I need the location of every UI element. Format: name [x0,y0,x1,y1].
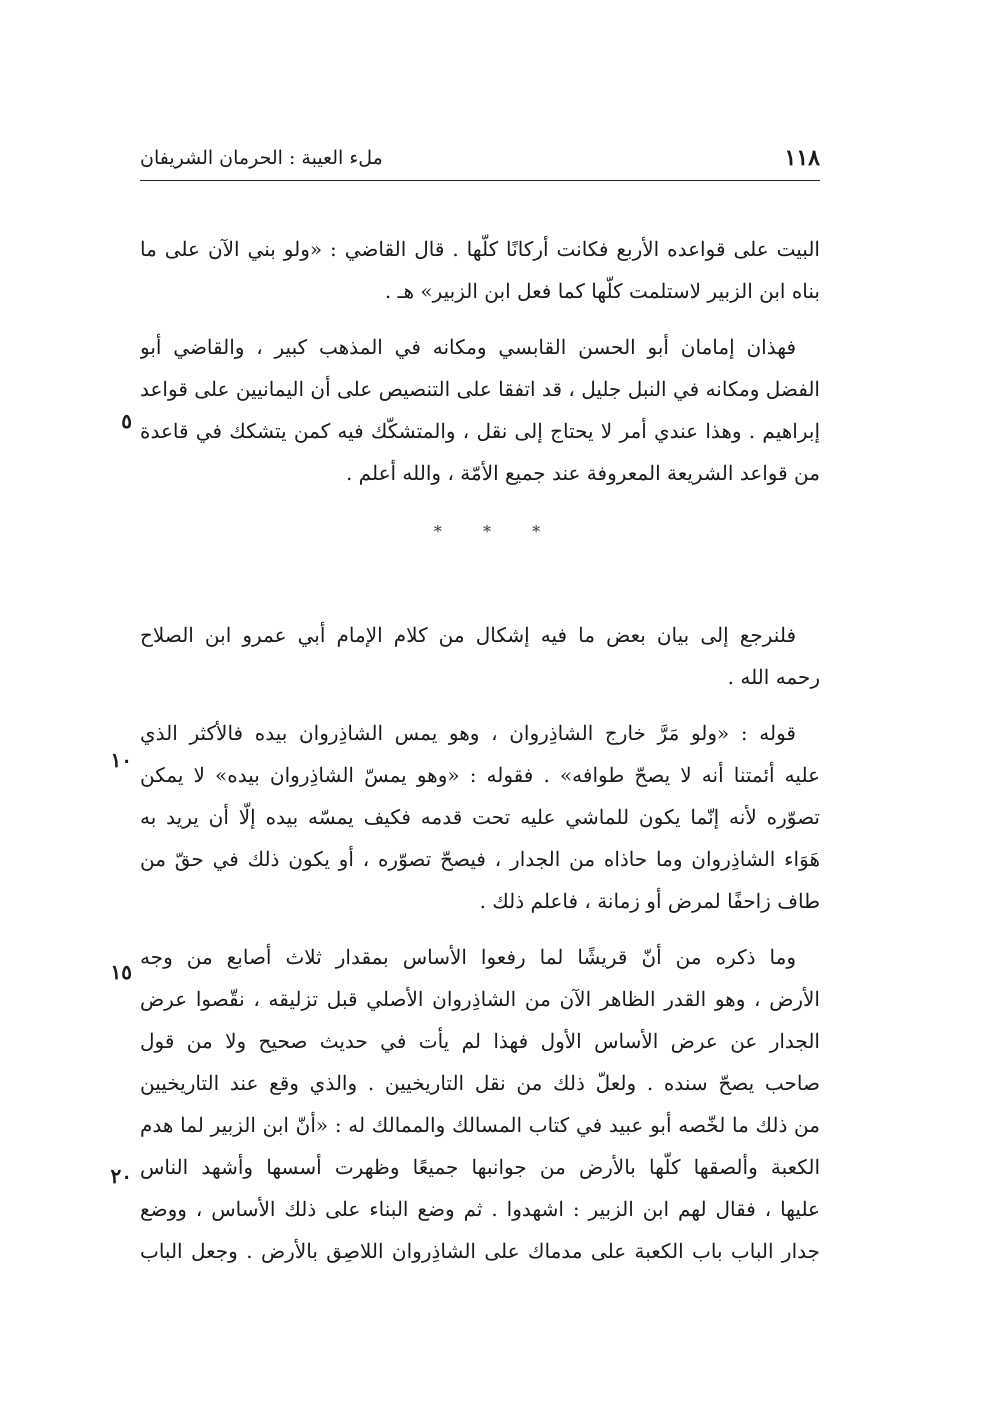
text-line: فلنرجع إلى بيان بعض ما فيه إشكال من كلام الإمام أبي عمرو ابن الصلاح [140,623,796,647]
line-number-5: ٥ [121,409,132,433]
page-header [140,145,820,175]
text-line: الفضل ومكانه في النبل جليل ، قد اتفقا على التنصيص على أن اليمانيين على قواعد [140,377,820,401]
text-line: عليها ، فقال لهم ابن الزبير : اشهدوا . ثم وضع البناء على ذلك الأساس ، ووضع [140,1197,820,1221]
text-line: إبراهيم . وهذا عندي أمر لا يحتاج إلى نقل ، والمتشكّك فيه كمن يتشكك في قاعدة [140,419,820,443]
text-line: عليه أئمتنا أنه لا يصحّ طوافه» . فقوله : «وهو يمسّ الشاذِروان بيده» لا يمكن [140,763,820,787]
text-line: تصوّره لأنه إنّما يكون للماشي عليه تحت قدمه فكيف يمسّه بيده إلّا أن يريد به [140,805,820,829]
running-title: ملء العيبة : الحرمان الشريفان [140,147,383,169]
text-line: رحمه الله . [727,665,820,689]
text-line: الجدار عن عرض الأساس الأول فهذا لم يأت في حديث صحيح ولا من قول [140,1029,820,1053]
section-1 [140,228,820,494]
text-line: بناه ابن الزبير لاستلمت كلّها كما فعل ابن الزبير» هـ . [384,279,820,303]
text-line: هَوَاء الشاذِروان وما حاذاه من الجدار ، فيصحّ تصوّره ، أو يكون ذلك في حقّ من [140,847,820,871]
section-separator: * * * [433,522,559,541]
line-number-15: ١٥ [110,960,132,984]
page-number: ١١٨ [784,145,820,171]
text-line: جدار الباب باب الكعبة على مدماك على الشاذِروان اللاصِق بالأرض . وجعل الباب [140,1239,820,1263]
paragraph [140,712,820,922]
text-line: من قواعد الشريعة المعروفة عند جميع الأمّة ، والله أعلم . [345,461,820,485]
header-rule [140,180,820,181]
text-line: الأرض ، وهو القدر الظاهر الآن من الشاذِروان الأصلي قبل تزليقه ، نقّصوا عرض [140,987,820,1011]
text-line: طاف زاحفًا لمرض أو زمانة ، فاعلم ذلك . [479,889,820,913]
text-line: صاحب يصحّ سنده . ولعلّ ذلك من نقل التاريخيين . والذي وقع عند التاريخيين [140,1071,820,1095]
text-line: الكعبة وألصقها كلّها بالأرض من جوانبها جميعًا وظهرت أسسها وأشهد الناس [140,1155,820,1179]
line-number-10: ١٠ [110,748,132,772]
text-line: وما ذكره من أنّ قريشًا لما رفعوا الأساس بمقدار ثلاث أصابع من وجه [140,945,796,969]
paragraph [140,228,820,312]
text-line: قوله : «ولو مَرَّ خارج الشاذِروان ، وهو يمس الشاذِروان بيده فالأكثر الذي [140,721,796,745]
paragraph [140,614,820,698]
text-line: البيت على قواعده الأربع فكانت أركانًا كلّها . قال القاضي : «ولو بني الآن على ما [140,237,820,261]
paragraph [140,936,820,1272]
text-line: من ذلك ما لخّصه أبو عبيد في كتاب المسالك والممالك له : «أنّ ابن الزبير لما هدم [140,1113,820,1137]
text-line: فهذان إمامان أبو الحسن القابسي ومكانه في المذهب كبير ، والقاضي أبو [140,335,796,359]
paragraph [140,326,820,494]
line-number-20: ٢٠ [110,1164,132,1188]
section-2 [140,614,820,1272]
